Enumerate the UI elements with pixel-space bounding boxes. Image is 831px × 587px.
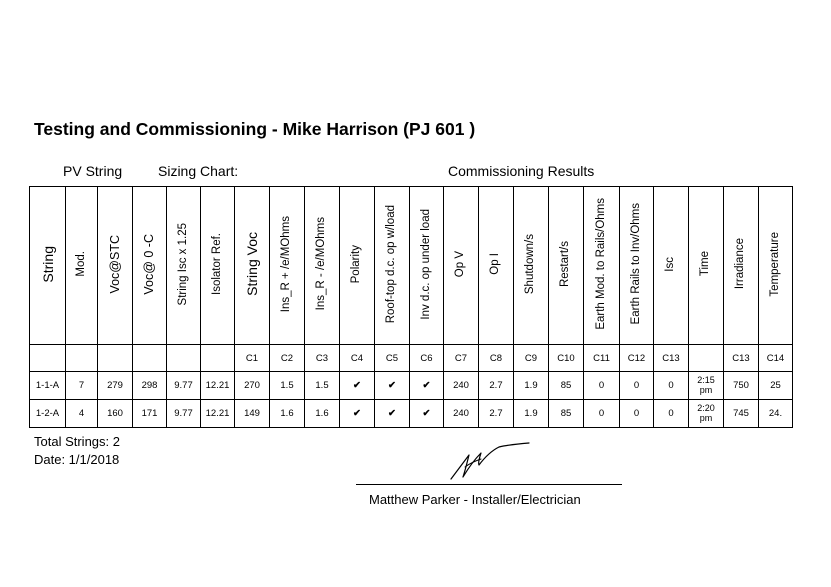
- code-cell: C9: [514, 345, 549, 372]
- string-id-cell: 1-1-A: [30, 372, 66, 400]
- code-cell: [66, 345, 98, 372]
- code-cell: C8: [479, 345, 514, 372]
- commissioning-table: [29, 186, 793, 428]
- header-cell: Polarity: [340, 187, 375, 345]
- check-icon: ✔: [410, 400, 444, 428]
- code-cell: C1: [235, 345, 270, 372]
- header-cell: Inv d.c. op under load: [410, 187, 444, 345]
- column-code-row: [30, 345, 793, 372]
- header-cell: String Voc: [235, 187, 270, 345]
- code-cell: [689, 345, 724, 372]
- code-cell: C2: [270, 345, 305, 372]
- table-cell: 1.6: [305, 400, 340, 428]
- table-cell: 171: [133, 400, 167, 428]
- table-cell: 279: [98, 372, 133, 400]
- table-row: [30, 372, 793, 400]
- table-cell: 0: [584, 372, 620, 400]
- header-cell: Temperature: [759, 187, 793, 345]
- check-icon: ✔: [340, 372, 375, 400]
- table-cell: 745: [724, 400, 759, 428]
- string-id-cell: 1-2-A: [30, 400, 66, 428]
- table-cell: 25: [759, 372, 793, 400]
- check-icon: ✔: [375, 400, 410, 428]
- table-cell: 149: [235, 400, 270, 428]
- time-cell: 2:20 pm: [689, 400, 724, 428]
- header-cell: Op V: [444, 187, 479, 345]
- code-cell: C4: [340, 345, 375, 372]
- table-cell: 750: [724, 372, 759, 400]
- code-cell: [133, 345, 167, 372]
- header-cell: Mod.: [66, 187, 98, 345]
- code-cell: [30, 345, 66, 372]
- header-cell: Irradiance: [724, 187, 759, 345]
- header-cell: Isc: [654, 187, 689, 345]
- table-cell: 9.77: [167, 400, 201, 428]
- table-cell: 240: [444, 372, 479, 400]
- header-cell: Voc@ 0 -C: [133, 187, 167, 345]
- header-cell: Shutdown/s: [514, 187, 549, 345]
- header-cell: Voc@STC: [98, 187, 133, 345]
- page-title: Testing and Commissioning - Mike Harrison (PJ 601 ): [34, 119, 476, 139]
- code-cell: C12: [620, 345, 654, 372]
- code-cell: C11: [584, 345, 620, 372]
- header-cell: Time: [689, 187, 724, 345]
- table-cell: 1.9: [514, 400, 549, 428]
- header-cell: Restart/s: [549, 187, 584, 345]
- code-cell: C6: [410, 345, 444, 372]
- table-cell: 12.21: [201, 372, 235, 400]
- section-sizing-chart: Sizing Chart:: [158, 163, 239, 179]
- table-cell: 7: [66, 372, 98, 400]
- section-commissioning-results: Commissioning Results: [448, 163, 595, 179]
- table-cell: 1.9: [514, 372, 549, 400]
- code-cell: [167, 345, 201, 372]
- table-cell: 1.5: [305, 372, 340, 400]
- header-cell: Ins_R - /e/MOhms: [305, 187, 340, 345]
- check-icon: ✔: [340, 400, 375, 428]
- header-cell: String: [30, 187, 66, 345]
- signatory-name: Matthew Parker - Installer/Electrician: [369, 492, 581, 507]
- code-cell: C13: [724, 345, 759, 372]
- table-cell: 160: [98, 400, 133, 428]
- code-cell: C14: [759, 345, 793, 372]
- table-cell: 24.: [759, 400, 793, 428]
- signature-scribble: [445, 437, 545, 483]
- check-icon: ✔: [375, 372, 410, 400]
- table-cell: 2.7: [479, 400, 514, 428]
- header-cell: Op I: [479, 187, 514, 345]
- code-cell: C3: [305, 345, 340, 372]
- date: Date: 1/1/2018: [34, 452, 120, 467]
- header-cell: Earth Mod. to Rails/Ohms: [584, 187, 620, 345]
- table-cell: 85: [549, 372, 584, 400]
- table-cell: 12.21: [201, 400, 235, 428]
- code-cell: C13: [654, 345, 689, 372]
- signature-line: [356, 484, 622, 485]
- total-strings: Total Strings: 2: [34, 434, 120, 449]
- table-cell: 0: [620, 400, 654, 428]
- table-cell: 0: [654, 400, 689, 428]
- table-cell: 270: [235, 372, 270, 400]
- table-cell: 2.7: [479, 372, 514, 400]
- section-pv-string: PV String: [63, 163, 123, 179]
- check-icon: ✔: [410, 372, 444, 400]
- time-cell: 2:15 pm: [689, 372, 724, 400]
- table-cell: 240: [444, 400, 479, 428]
- header-cell: Ins_R + /e/MOhms: [270, 187, 305, 345]
- table-row: [30, 400, 793, 428]
- header-cell: String Isc x 1.25: [167, 187, 201, 345]
- header-cell: Roof-top d.c. op w/load: [375, 187, 410, 345]
- table-cell: 1.5: [270, 372, 305, 400]
- table-cell: 0: [620, 372, 654, 400]
- table-cell: 1.6: [270, 400, 305, 428]
- table-cell: 0: [654, 372, 689, 400]
- code-cell: [98, 345, 133, 372]
- table-cell: 9.77: [167, 372, 201, 400]
- code-cell: [201, 345, 235, 372]
- table-cell: 85: [549, 400, 584, 428]
- code-cell: C10: [549, 345, 584, 372]
- header-cell: Isolator Ref.: [201, 187, 235, 345]
- table-cell: 4: [66, 400, 98, 428]
- table-cell: 298: [133, 372, 167, 400]
- table-cell: 0: [584, 400, 620, 428]
- header-cell: Earth Rails to Inv/Ohms: [620, 187, 654, 345]
- header-row: [30, 187, 793, 345]
- code-cell: C7: [444, 345, 479, 372]
- code-cell: C5: [375, 345, 410, 372]
